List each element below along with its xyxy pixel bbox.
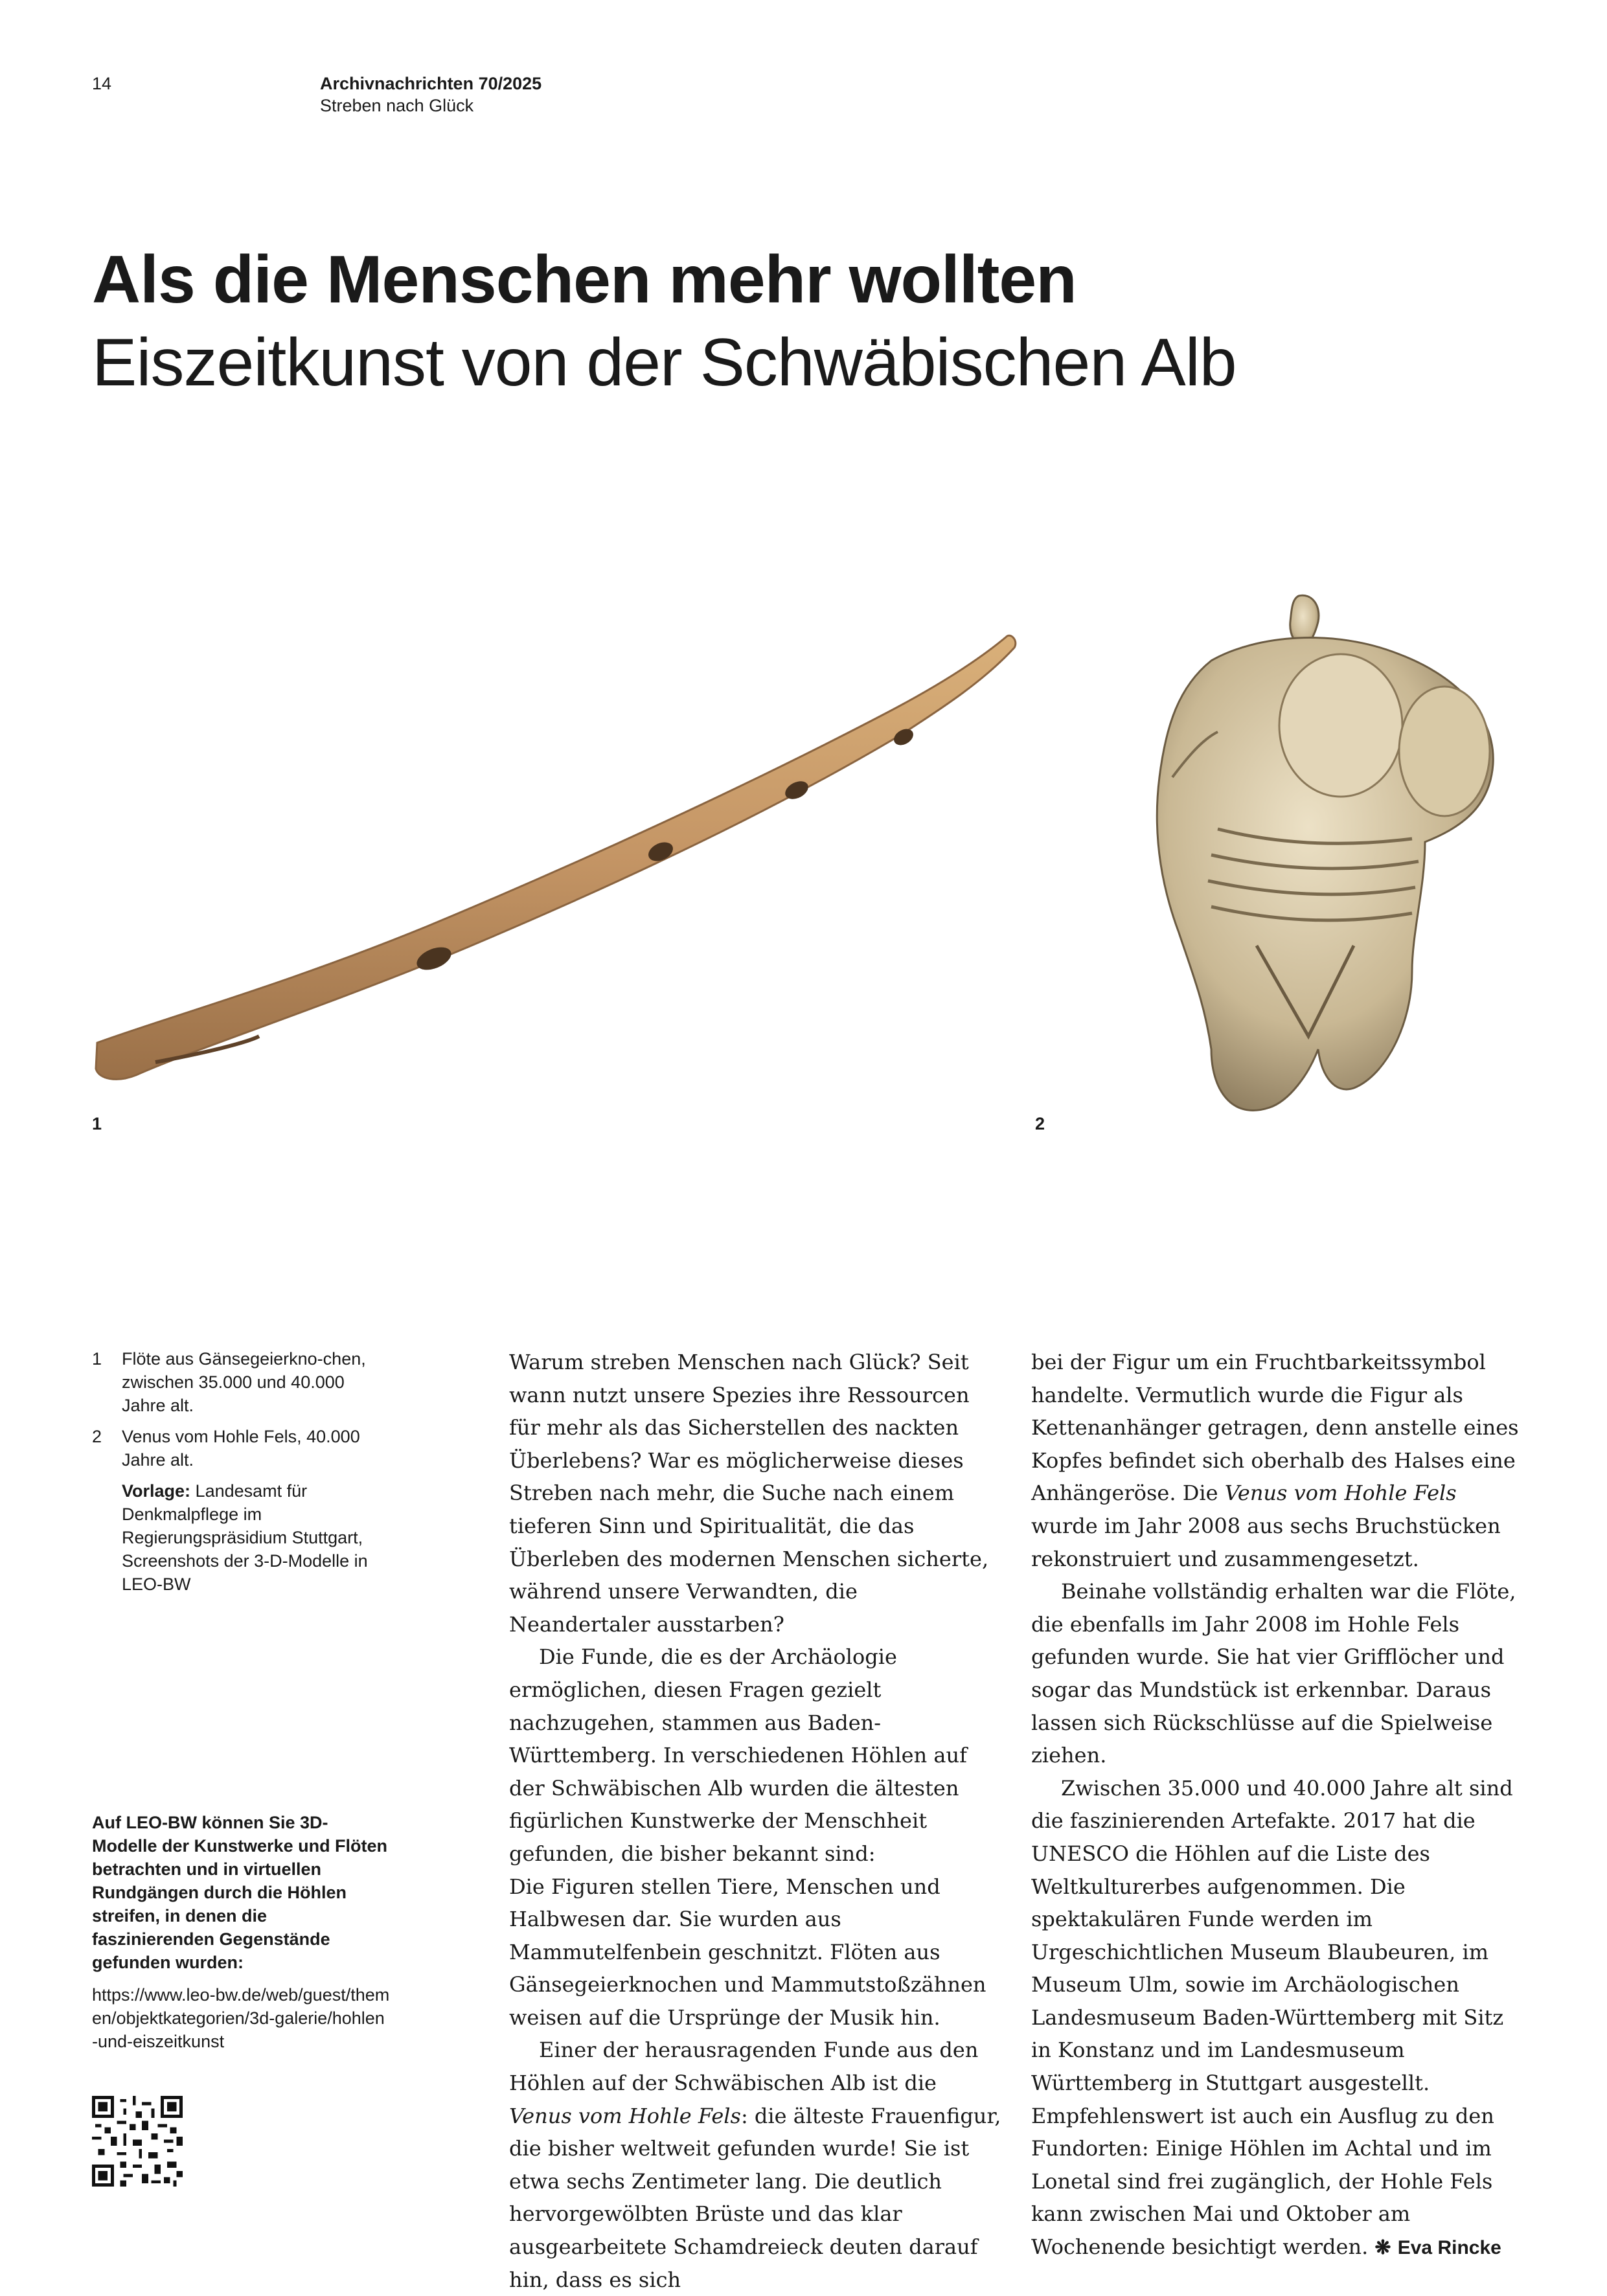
image-captions	[92, 1347, 370, 1604]
caption-item	[92, 1347, 370, 1417]
author-mark-icon: ❋	[1374, 2237, 1391, 2259]
article-title	[92, 238, 1549, 404]
text-run: Zwischen 35.000 und 40.000 Jahre alt sind die faszinierenden Artefakte. 2017 hat die UNESCO die Höhlen auf die Liste des Weltkulturerbes aufgenommen. Die spektakulären Funde werden im Urgeschichtlichen Museum Blaubeuren, im Museum Ulm, sowie im Archäologischen Landesmuseum Baden-Württemberg mit Sitz in Konstanz und im Landesmuseum Württemberg in Stuttgart ausgestellt. Empfehlenswert ist auch ein Ausflug zu den Fundorten: Einige Höhlen im Achtal und im Lonetal sind frei zugänglich, der Hohle Fels kann zwischen Mai und Oktober am Wochenende besichtigt werden.	[1031, 1775, 1513, 2260]
title-subtitle: Eiszeitkunst von der Schwäbischen Alb	[92, 325, 1237, 400]
paragraph	[1031, 1772, 1523, 2265]
caption-source	[92, 1479, 370, 1596]
publication-title: Archivnachrichten 70/2025	[320, 74, 542, 93]
paragraph-venus-part	[509, 2034, 1001, 2296]
caption-item	[92, 1425, 370, 1472]
paragraph: Die Funde, die es der Archäologie ermöglichen, diesen Fragen gezielt nachzugehen, stammen aus Baden-Württemberg. In verschiedenen Höhlen auf der Schwäbischen Alb wurden die ältesten figürlichen Kunstwerke der Menschheit gefunden, die bisher bekannt sind:	[509, 1644, 967, 1866]
text-run-cont: bei der Figur um ein Fruchtbarkeitssymbol handelte. Vermutlich wurde die Figur als Kettenanhänger getragen, denn anstelle eines Kopfes befindet sich oberhalb des Halses eine Anhängeröse. Die	[1031, 1350, 1519, 1506]
paragraph: Warum streben Menschen nach Glück? Seit wann nutzt unsere Spezies ihre Ressourcen für mehr als das Sicherstellen des nackten Überlebens? War es möglicherweise dieses Streben nach mehr, die Suche nach einem tieferen Sinn und Spiritualität, die das Überleben des modernen Menschen sicherte, während unsere Verwandten, die Neandertaler ausstarben?	[509, 1350, 989, 1637]
text-run-split: : die älteste Frauenfigur, die bisher weltweit gefunden wurde! Sie ist etwa sechs Zentimeter lang. Die deutlich hervorgewölbten Brüste und das klar ausgearbeitete Schamdreieck deuten darauf hin, dass es sich	[509, 2103, 1001, 2292]
page-number: 14	[92, 74, 112, 93]
paragraph: Beinahe vollständig erhalten war die Flöte, die ebenfalls im Jahr 2008 im Hohle Fels gefunden wurde. Sie hat vier Grifflöcher und sogar das Mundstück ist erkennbar. Daraus lassen sich Rückschlüsse auf die Spielweise ziehen.	[1031, 1579, 1516, 1768]
source-label: Vorlage:	[122, 1481, 191, 1501]
caption-text: Flöte aus Gänsegeierkno-chen, zwischen 35.000 und 40.000 Jahre alt.	[122, 1349, 366, 1415]
title-main: Als die Menschen mehr wollten	[92, 242, 1077, 317]
paragraph-venus-cont	[1031, 1346, 1523, 1575]
author-name: Eva Rincke	[1397, 2237, 1501, 2259]
paragraph: Die Figuren stellen Tiere, Menschen und Halbwesen dar. Sie wurden aus Mammutelfenbein geschnitzt. Flöten aus Gänsegeierknochen und Mammutstoßzähnen weisen auf die Ursprünge der Musik hin.	[509, 1874, 986, 2030]
venus-figurine-image	[1062, 583, 1516, 1146]
flute-image	[91, 622, 1023, 1088]
body-column-2	[1031, 1346, 1523, 2265]
caption-text: Venus vom Hohle Fels, 40.000 Jahre alt.	[122, 1427, 360, 1470]
text-run: Einer der herausragenden Funde aus den Höhlen auf der Schwäbischen Alb ist die	[509, 2038, 979, 2096]
caption-number: 1	[92, 1349, 102, 1369]
source-text: Landesamt für Denkmalpflege im Regierungspräsidium Stuttgart, Screenshots der 3-D-Modelle in LEO-BW	[122, 1481, 368, 1594]
body-column-1	[509, 1346, 1001, 2296]
qr-code-icon[interactable]	[92, 2096, 183, 2187]
leo-bw-box	[92, 1811, 390, 2053]
text-run: wurde im Jahr 2008 aus sechs Bruchstücken rekonstruiert und zusammengesetzt.	[1031, 1513, 1501, 1571]
leo-bw-intro: Auf LEO-BW können Sie 3D-Modelle der Kunstwerke und Flöten betrachten und in virtuellen Rundgängen durch die Höhlen streifen, in denen die faszinierenden Gegenstände gefunden wurden:	[92, 1813, 388, 1972]
emphasis-text: Venus vom Hohle Fels	[1224, 1481, 1457, 1506]
figure-2-label: 2	[1035, 1114, 1045, 1133]
leo-bw-link[interactable]: https://www.leo-bw.de/web/guest/themen/objektkategorien/3d-galerie/hohlen-und-eiszeitkunst	[92, 1985, 390, 2051]
section-title: Streben nach Glück	[320, 96, 474, 115]
running-header	[320, 73, 541, 117]
figure-1-label: 1	[92, 1114, 102, 1133]
caption-number: 2	[92, 1427, 102, 1446]
emphasis-text: Venus vom Hohle Fels	[509, 2103, 741, 2128]
